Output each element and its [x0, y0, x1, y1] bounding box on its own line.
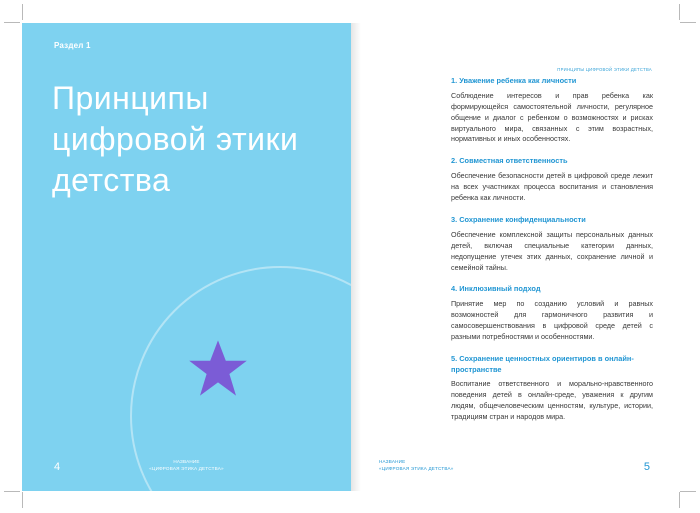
- list-item: [451, 354, 653, 423]
- left-page: [22, 23, 351, 491]
- list-item: [451, 215, 653, 273]
- running-head-right-bottom: [379, 459, 454, 473]
- running-head-right-line2: «ЦИФРОВАЯ ЭТИКА ДЕТСТВА»: [379, 466, 454, 472]
- page-number-right: 5: [643, 461, 650, 473]
- crop-mark: [680, 491, 696, 492]
- principle-heading: 3. Сохранение конфиденциальности: [451, 214, 586, 224]
- principle-body: Принятие мер по созданию условий и равных возможностей для гармоничного развития и самосовершенствования в цифровой среде детей с разными потребностями и особенностями.: [451, 299, 653, 341]
- running-head-left-line1: НАЗВАНИЕ: [173, 459, 200, 465]
- star-icon: [188, 339, 248, 397]
- running-head-left: [149, 459, 224, 473]
- section-label: Раздел 1: [54, 41, 91, 50]
- list-item: [451, 284, 653, 342]
- principle-body: Соблюдение интересов и прав ребенка как формирующейся самостоятельной личности, регулярное общение и диалог с ребенком о возможностях и рисках виртуального мира, связанных с этим возрастных, нормативных и иных особенностях.: [451, 90, 653, 144]
- principle-heading: 1. Уважение ребенка как личности: [451, 76, 577, 85]
- principles-list: [451, 76, 653, 434]
- running-head-right-line1: НАЗВАНИЕ: [379, 459, 406, 465]
- crop-mark: [4, 22, 20, 23]
- page-title: Принципы цифровой этики детства: [52, 80, 299, 198]
- right-page: [351, 23, 680, 491]
- principle-heading: 2. Совместная ответственность: [451, 156, 568, 166]
- crop-mark: [22, 492, 23, 508]
- list-item: [451, 156, 653, 204]
- crop-mark: [680, 22, 696, 23]
- page-number-left: 4: [54, 461, 61, 473]
- running-head-left-line2: «ЦИФРОВАЯ ЭТИКА ДЕТСТВА»: [149, 466, 224, 472]
- crop-mark: [679, 4, 680, 20]
- crop-mark: [4, 491, 20, 492]
- list-item: [451, 76, 653, 145]
- principle-body: Обеспечение комплексной защиты персональных данных детей, включая специальные категории данных, недопущение утечек этих данных, сохранение личной и семейной тайны.: [451, 229, 653, 272]
- crop-mark: [679, 492, 680, 508]
- running-head-right-top: ПРИНЦИПЫ ЦИФРОВОЙ ЭТИКИ ДЕТСТВА: [557, 67, 652, 72]
- principle-heading: 4. Инклюзивный подход: [451, 284, 541, 294]
- principle-body: Обеспечение безопасности детей в цифровой среде лежит на всех участниках процесса воспитания и становления ребенка как личности.: [451, 171, 653, 203]
- principle-heading: 5. Сохранение ценностных ориентиров в онлайн-пространстве: [451, 353, 634, 374]
- crop-mark: [22, 4, 23, 20]
- principle-body: Воспитание ответственного и морально-нравственного поведения детей в онлайн-среде, уважения к другим людям, общечеловеческим ценностям, культуре, истории, традициям стран и народов мира.: [451, 379, 653, 422]
